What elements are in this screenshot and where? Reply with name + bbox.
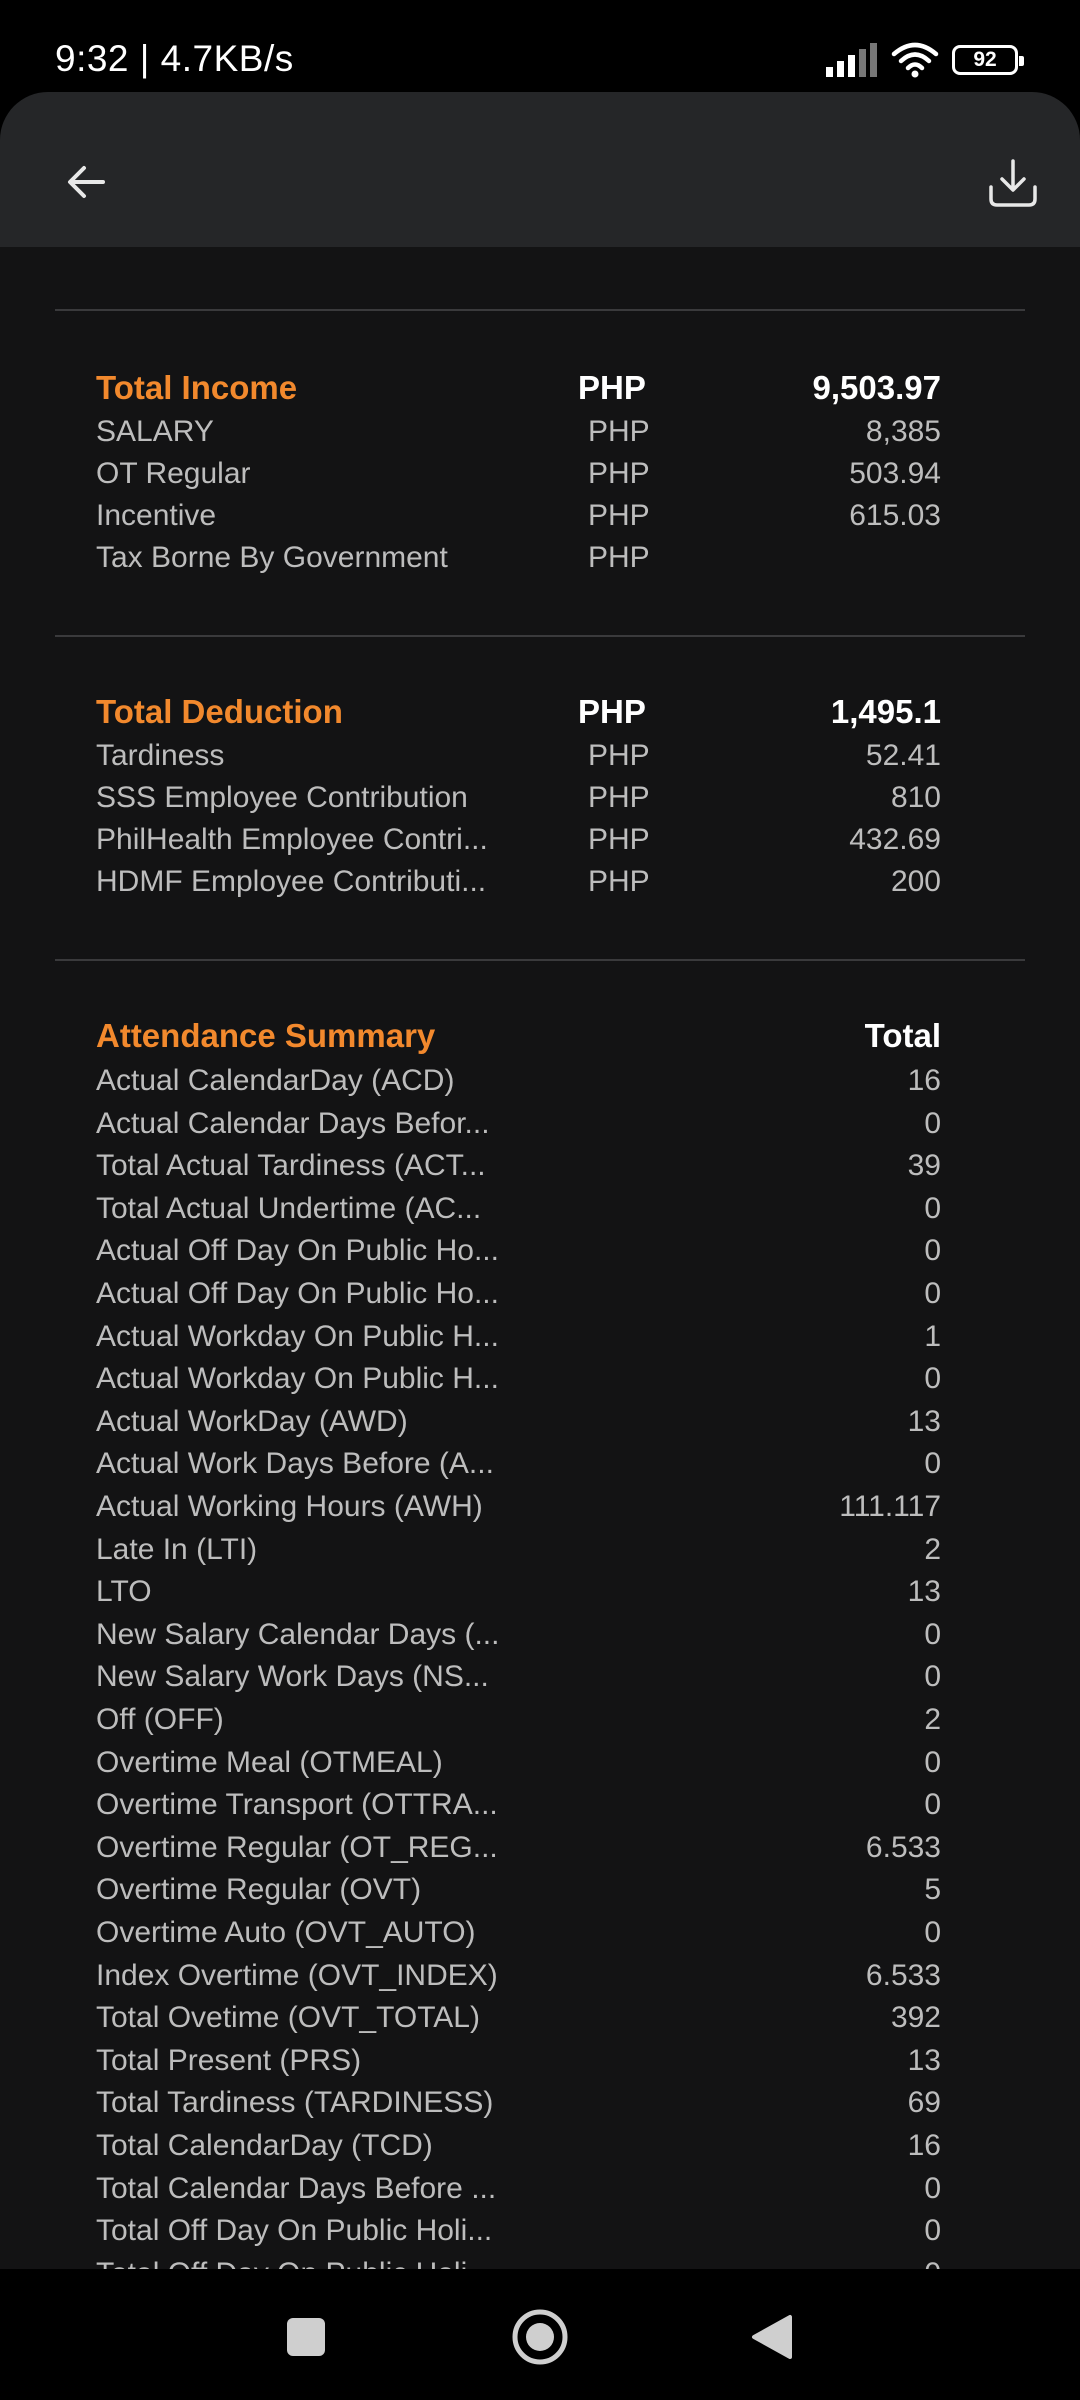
attendance-row (96, 2214, 941, 2256)
attendance-label: Index Overtime (OVT_INDEX) (96, 1958, 498, 1992)
attendance-row (96, 1149, 941, 1191)
attendance-row (96, 1703, 941, 1745)
income-label: Incentive (96, 499, 217, 532)
attendance-value: 0 (924, 1660, 941, 1694)
attendance-label: Actual Off Day On Public Ho... (96, 1277, 499, 1310)
attendance-label: Total Calendar Days Before ... (96, 2171, 497, 2205)
attendance-row (96, 1533, 941, 1575)
attendance-row (96, 1959, 941, 2001)
attendance-label: Actual Work Days Before (A... (96, 1447, 494, 1481)
attendance-label: Actual Workday On Public H... (96, 1319, 499, 1353)
deduction-amount: 52.41 (865, 739, 941, 772)
status-time: 9:32 | 4.7KB/s (55, 38, 294, 79)
attendance-value: 13 (907, 1404, 941, 1438)
deduction-row (96, 739, 941, 781)
wifi-icon (892, 42, 938, 78)
attendance-row (96, 1746, 941, 1788)
attendance-value: 6.533 (865, 1830, 941, 1864)
recents-button[interactable] (266, 2297, 346, 2377)
income-amount: 503.94 (849, 457, 941, 490)
income-amount: 615.03 (849, 499, 941, 532)
deduction-row (96, 823, 941, 865)
attendance-summary-title: Attendance Summary (96, 1017, 436, 1054)
total-income-title: Total Income (96, 369, 298, 406)
attendance-label: Overtime Transport (OTTRA... (96, 1788, 498, 1822)
attendance-row (96, 1447, 941, 1489)
income-row (96, 541, 941, 583)
deduction-amount: 810 (890, 781, 941, 814)
attendance-label: Actual Calendar Days Befor... (96, 1106, 490, 1140)
attendance-value: 0 (924, 1447, 941, 1481)
attendance-value: 0 (924, 1745, 941, 1779)
attendance-label: Actual Off Day On Public Ho... (96, 1234, 499, 1268)
triangle-back-icon (750, 2313, 794, 2361)
attendance-value: 0 (924, 2171, 941, 2205)
deduction-label: HDMF Employee Contributi... (96, 865, 487, 898)
attendance-value: 16 (907, 2129, 941, 2162)
attendance-label: New Salary Work Days (NS... (96, 1660, 489, 1694)
total-deduction-amount: 1,495.1 (830, 693, 941, 730)
attendance-row (96, 1788, 941, 1830)
attendance-label: Total Actual Tardiness (ACT... (96, 1149, 486, 1183)
total-income-amount: 9,503.97 (812, 369, 941, 406)
status-icons (826, 42, 1018, 78)
total-income-currency: PHP (578, 369, 646, 406)
deduction-amount: 200 (890, 865, 941, 898)
deduction-row (96, 865, 941, 907)
attendance-value: 0 (924, 1277, 941, 1310)
battery-level: 92 (973, 48, 997, 71)
attendance-label: New Salary Calendar Days (... (96, 1617, 500, 1651)
attendance-label: Late In (LTI) (96, 1532, 258, 1566)
income-currency: PHP (588, 541, 650, 574)
divider (55, 309, 1025, 311)
attendance-row (96, 1320, 941, 1362)
attendance-value: 0 (924, 1916, 941, 1949)
attendance-label: Actual WorkDay (AWD) (96, 1404, 408, 1438)
attendance-value: 5 (924, 1873, 941, 1907)
status-bar (0, 0, 1080, 92)
income-currency: PHP (588, 457, 650, 490)
total-income-row (96, 369, 941, 411)
attendance-value: 0 (924, 1191, 941, 1225)
app-bar (0, 92, 1080, 247)
arrow-left-icon (65, 161, 107, 203)
deduction-label: Tardiness (96, 739, 225, 772)
download-icon (987, 157, 1039, 209)
attendance-row (96, 1490, 941, 1532)
deduction-currency: PHP (588, 865, 650, 898)
attendance-label: Total Present (PRS) (96, 2043, 362, 2077)
attendance-label: Actual Workday On Public H... (96, 1362, 499, 1396)
attendance-value: 1 (924, 1319, 941, 1353)
attendance-value: 2 (924, 1703, 941, 1736)
total-deduction-row (96, 693, 941, 735)
deduction-currency: PHP (588, 739, 650, 772)
attendance-label: Total CalendarDay (TCD) (96, 2129, 433, 2162)
attendance-total-header: Total (864, 1017, 941, 1054)
income-currency: PHP (588, 499, 650, 532)
attendance-value: 0 (924, 1106, 941, 1140)
attendance-value: 0 (924, 2214, 941, 2248)
attendance-label: Actual CalendarDay (ACD) (96, 1064, 455, 1097)
signal-icon (826, 43, 878, 77)
attendance-row (96, 1277, 941, 1319)
attendance-row (96, 1916, 941, 1958)
attendance-label: Total Ovetime (OVT_TOTAL) (96, 2001, 480, 2035)
deduction-currency: PHP (588, 823, 650, 856)
square-icon (286, 2317, 326, 2357)
income-currency: PHP (588, 415, 650, 448)
back-button[interactable] (52, 148, 120, 216)
attendance-row (96, 1831, 941, 1873)
nav-back-button[interactable] (732, 2297, 812, 2377)
attendance-value: 0 (924, 1234, 941, 1268)
deduction-label: SSS Employee Contribution (96, 781, 468, 814)
attendance-row (96, 1660, 941, 1702)
attendance-row (96, 1234, 941, 1276)
income-row (96, 457, 941, 499)
battery-icon (952, 45, 1018, 75)
attendance-row (96, 2172, 941, 2214)
attendance-row (96, 1362, 941, 1404)
payslip-content[interactable] (0, 247, 1080, 2269)
attendance-value: 2 (924, 1532, 941, 1566)
income-row (96, 415, 941, 457)
attendance-label: Overtime Regular (OT_REG... (96, 1830, 498, 1864)
attendance-value: 13 (907, 2043, 941, 2077)
attendance-label: Total Off Day On Public Holi... (96, 2214, 493, 2248)
total-deduction-currency: PHP (578, 693, 646, 730)
attendance-row (96, 2086, 941, 2128)
attendance-label: Overtime Regular (OVT) (96, 1873, 422, 1907)
income-label: Tax Borne By Government (96, 541, 448, 574)
attendance-row (96, 1575, 941, 1617)
attendance-value: 39 (907, 1149, 941, 1183)
attendance-label: Total Tardiness (TARDINESS) (96, 2086, 494, 2120)
attendance-label: Off (OFF) (96, 1703, 224, 1736)
attendance-row (96, 1873, 941, 1915)
total-deduction-title: Total Deduction (96, 693, 343, 730)
attendance-label: Total Actual Undertime (AC... (96, 1191, 482, 1225)
attendance-row (96, 2044, 941, 2086)
download-button[interactable] (976, 148, 1050, 218)
attendance-value: 13 (907, 1575, 941, 1609)
attendance-summary-header (96, 1017, 941, 1059)
deduction-row (96, 781, 941, 823)
income-label: OT Regular (96, 457, 251, 490)
attendance-value: 0 (924, 1362, 941, 1396)
attendance-value: 16 (907, 1064, 941, 1097)
attendance-row (96, 1405, 941, 1447)
attendance-label: Overtime Meal (OTMEAL) (96, 1745, 443, 1779)
attendance-row (96, 1192, 941, 1234)
deduction-amount: 432.69 (849, 823, 941, 856)
circle-home-icon (511, 2308, 569, 2366)
attendance-label: LTO (96, 1575, 152, 1609)
home-button[interactable] (500, 2297, 580, 2377)
navigation-bar (0, 2269, 1080, 2400)
income-label: SALARY (96, 415, 214, 448)
attendance-value: 0 (924, 1617, 941, 1651)
attendance-row (96, 2001, 941, 2043)
attendance-value: 111.117 (839, 1490, 941, 1523)
attendance-row (96, 1618, 941, 1660)
deduction-label: PhilHealth Employee Contri... (96, 823, 488, 856)
attendance-value: 0 (924, 1788, 941, 1822)
deduction-currency: PHP (588, 781, 650, 814)
divider (55, 959, 1025, 961)
attendance-row (96, 1064, 941, 1106)
income-row (96, 499, 941, 541)
attendance-value: 6.533 (865, 1958, 941, 1992)
attendance-value: 392 (890, 2001, 941, 2035)
income-amount: 8,385 (865, 415, 941, 448)
attendance-value: 69 (907, 2086, 941, 2120)
attendance-row (96, 1107, 941, 1149)
attendance-label: Overtime Auto (OVT_AUTO) (96, 1916, 476, 1949)
attendance-row (96, 2129, 941, 2171)
attendance-label: Actual Working Hours (AWH) (96, 1490, 483, 1523)
divider (55, 635, 1025, 637)
